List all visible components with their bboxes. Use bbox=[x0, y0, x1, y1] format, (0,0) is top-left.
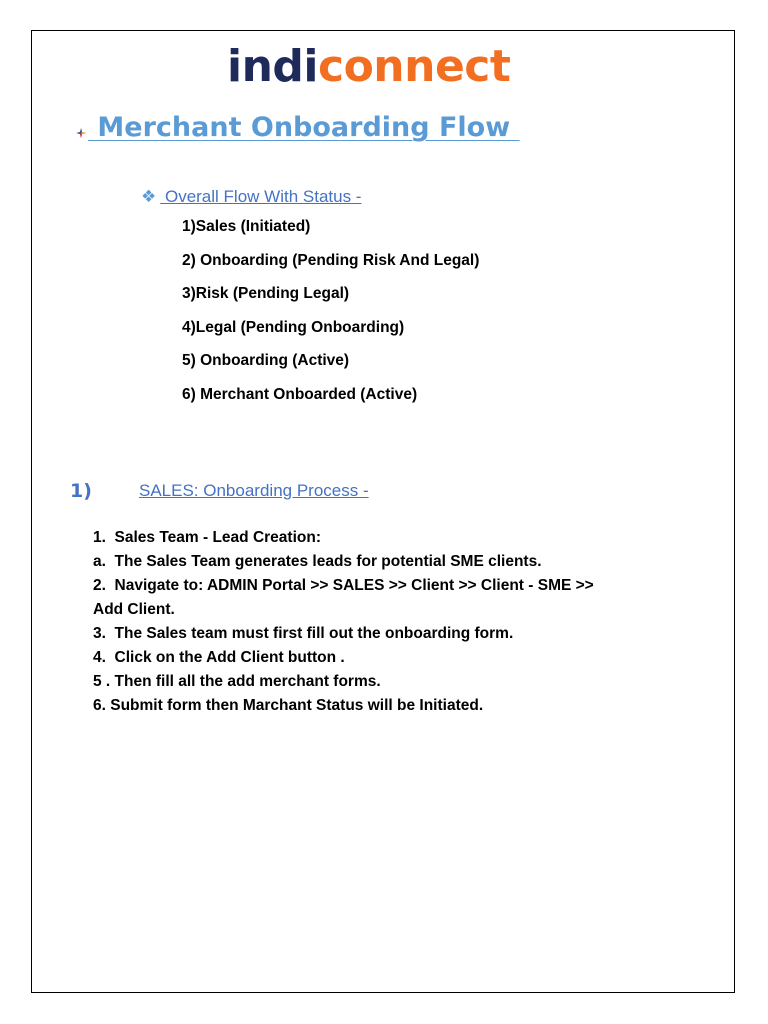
section-number: 1) bbox=[70, 480, 92, 502]
diamond-bullet-icon: ❖ bbox=[141, 187, 157, 207]
status-item: 5) Onboarding (Active) bbox=[182, 352, 350, 370]
page-border bbox=[31, 30, 735, 993]
overall-flow-heading: Overall Flow With Status - bbox=[160, 187, 362, 206]
step-item: 3. The Sales team must first fill out the onboarding form. bbox=[93, 625, 514, 642]
document-title: Merchant Onboarding Flow bbox=[88, 112, 520, 143]
step-item: a. The Sales Team generates leads for potential SME clients. bbox=[93, 553, 542, 570]
status-list bbox=[182, 215, 479, 417]
step-item: 4. Click on the Add Client button . bbox=[93, 649, 345, 666]
step-item: 5 . Then fill all the add merchant forms. bbox=[93, 673, 381, 690]
status-item: 3)Risk (Pending Legal) bbox=[182, 285, 350, 303]
status-item: 6) Merchant Onboarded (Active) bbox=[182, 385, 418, 403]
step-item: 2. Navigate to: ADMIN Portal >> SALES >> Client >> Client - SME >> Add Client. bbox=[93, 577, 598, 618]
status-item: 1)Sales (Initiated) bbox=[182, 218, 311, 235]
step-item: 1. Sales Team - Lead Creation: bbox=[93, 529, 321, 546]
indiconnect-logo bbox=[227, 37, 510, 97]
status-item: 2) Onboarding (Pending Risk And Legal) bbox=[182, 251, 480, 269]
status-item: 4)Legal (Pending Onboarding) bbox=[182, 318, 405, 336]
section-title: SALES: Onboarding Process - bbox=[139, 481, 369, 500]
overall-flow-heading-row bbox=[141, 185, 361, 209]
four-point-star-bullet-icon bbox=[76, 128, 86, 138]
step-item: 6. Submit form then Marchant Status will be Initiated. bbox=[93, 697, 484, 714]
logo-part-indi: indi bbox=[227, 41, 318, 92]
sales-steps-list bbox=[93, 526, 613, 718]
logo-part-connect: connect bbox=[317, 41, 511, 92]
